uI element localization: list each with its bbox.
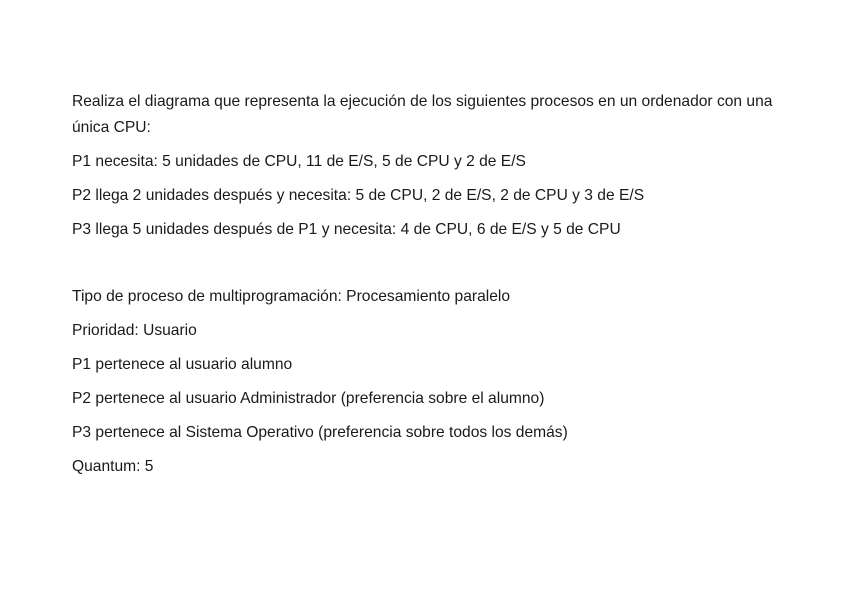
priority-line: Prioridad: Usuario — [72, 322, 197, 339]
intro-paragraph: Realiza el diagrama que representa la ejecución de los siguientes procesos en un ordenador con una única CPU: — [72, 93, 773, 136]
process-p2-line: P2 llega 2 unidades después y necesita: 5 de CPU, 2 de E/S, 2 de CPU y 3 de E/S — [72, 187, 645, 204]
document-page — [72, 89, 782, 480]
process-p3-line: P3 llega 5 unidades después de P1 y necesita: 4 de CPU, 6 de E/S y 5 de CPU — [72, 221, 621, 238]
p1-owner-line: P1 pertenece al usuario alumno — [72, 356, 293, 373]
p2-owner-line: P2 pertenece al usuario Administrador (preferencia sobre el alumno) — [72, 390, 545, 407]
process-p1-line: P1 necesita: 5 unidades de CPU, 11 de E/S, 5 de CPU y 2 de E/S — [72, 153, 526, 170]
quantum-line: Quantum: 5 — [72, 458, 154, 475]
p3-owner-line: P3 pertenece al Sistema Operativo (preferencia sobre todos los demás) — [72, 424, 568, 441]
multiprogramming-type-line: Tipo de proceso de multiprogramación: Procesamiento paralelo — [72, 288, 511, 305]
